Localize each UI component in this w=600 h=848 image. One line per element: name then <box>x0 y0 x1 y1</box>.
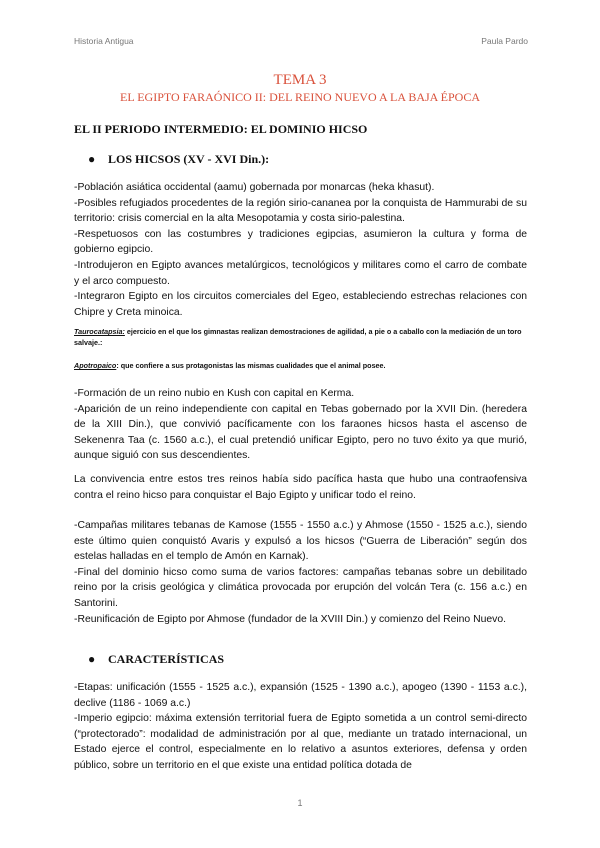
list-item: -Integraron Egipto en los circuitos comerciales del Egeo, estableciendo estrechas relaciones con Chipre y Creta minoica. <box>74 291 527 318</box>
list-item: -Formación de un reino nubio en Kush con capital en Kerma. <box>74 388 355 399</box>
bullet-icon: ● <box>88 652 96 666</box>
paragraph-block-1 <box>74 180 527 320</box>
paragraph-block-4 <box>74 518 527 627</box>
paragraph-block-3 <box>74 472 527 503</box>
list-item: -Final del dominio hicso como suma de varios factores: campañas tebanas sobre un debilitado reino por la crisis geológica y climática provocada por erupción del volcán Tera (c. 156 a.c.) en Santorini. <box>74 566 527 609</box>
section-heading: EL II PERIODO INTERMEDIO: EL DOMINIO HICSO <box>74 122 368 136</box>
note-text: ejercicio en el que los gimnastas realizan demostraciones de agilidad, a pie o a caballo con la mediación de un toro salvaje.: <box>74 327 522 347</box>
note-term: Taurocatapsia: <box>74 327 125 336</box>
list-item: -Campañas militares tebanas de Kamose (1555 - 1550 a.c.) y Ahmose (1550 - 1525 a.c.), siendo este último quien conquistó Avaris y expulsó a los hicsos (“Guerra de Liberación” según dos estelas halladas en el templo de Amón en Karnak). <box>74 520 527 563</box>
bullet-hicsos <box>88 152 269 167</box>
page-title: TEMA 3 <box>273 72 327 88</box>
note-apotropaico <box>74 360 527 371</box>
bullet-caracteristicas <box>88 652 224 667</box>
note-taurocatapsia <box>74 326 527 348</box>
bullet-label: CARACTERÍSTICAS <box>108 652 225 666</box>
header-course: Historia Antigua <box>74 36 134 46</box>
list-item: -Reunificación de Egipto por Ahmose (fundador de la XVIII Din.) y comienzo del Reino Nuevo. <box>74 613 507 625</box>
list-item: -Aparición de un reino independiente con capital en Tebas gobernado por la XVII Din. (heredera de la XIII Din.), que convivió pacíficamente con los faraones hicsos hasta el ascenso de Sekenenra Taa (c. 1560 a.c.), el cual pretendió unificar Egipto, pero no tuvo éxito ya que murió, aunque siguió con sus descendientes. <box>74 403 527 462</box>
paragraph-block-2 <box>74 386 527 464</box>
list-item: -Posibles refugiados procedentes de la región sirio-cananea por la conquista de Hammurabi de su territorio: crisis comercial en la alta Mesopotamia y costa sirio-palestina. <box>74 197 527 225</box>
header-author: Paula Pardo <box>481 36 528 46</box>
list-item: -Introdujeron en Egipto avances metalúrgicos, tecnológicos y militares como el carro de combate y el arco compuesto. <box>74 259 527 287</box>
page-subtitle: EL EGIPTO FARAÓNICO II: DEL REINO NUEVO A LA BAJA ÉPOCA <box>120 90 480 104</box>
page-number: 1 <box>297 798 303 808</box>
note-term: Apotropaico <box>74 361 117 370</box>
note-text: : que confiere a sus protagonistas las mismas cualidades que el animal posee. <box>116 361 386 370</box>
paragraph: La convivencia entre estos tres reinos había sido pacífica hasta que hubo una contraofensiva contra el reino hicso para conquistar el Bajo Egipto y unificar todo el reino. <box>74 474 527 501</box>
paragraph-block-5 <box>74 680 527 774</box>
bullet-label: LOS HICSOS (XV - XVI Din.): <box>108 152 270 166</box>
bullet-icon: ● <box>88 152 96 166</box>
list-item: -Población asiática occidental (aamu) gobernada por monarcas (heka khasut). <box>74 182 435 193</box>
list-item: -Etapas: unificación (1555 - 1525 a.c.), expansión (1525 - 1390 a.c.), apogeo (1390 - 1153 a.c.), declive (1186 - 1069 a.c.) <box>74 682 527 709</box>
list-item: -Respetuosos con las costumbres y tradiciones egipcias, asumieron la cultura y forma de gobierno egipcio. <box>74 228 527 256</box>
list-item: -Imperio egipcio: máxima extensión territorial fuera de Egipto sometida a un control semi-directo (“protectorado”: modalidad de administración por al que, mediante un tratado internacional, un Estado ejerce el control, especialmente en lo relativo a asuntos exteriores, defensa y orden público, sobre un territorio en el que existe una entidad política dotada de <box>74 713 527 771</box>
